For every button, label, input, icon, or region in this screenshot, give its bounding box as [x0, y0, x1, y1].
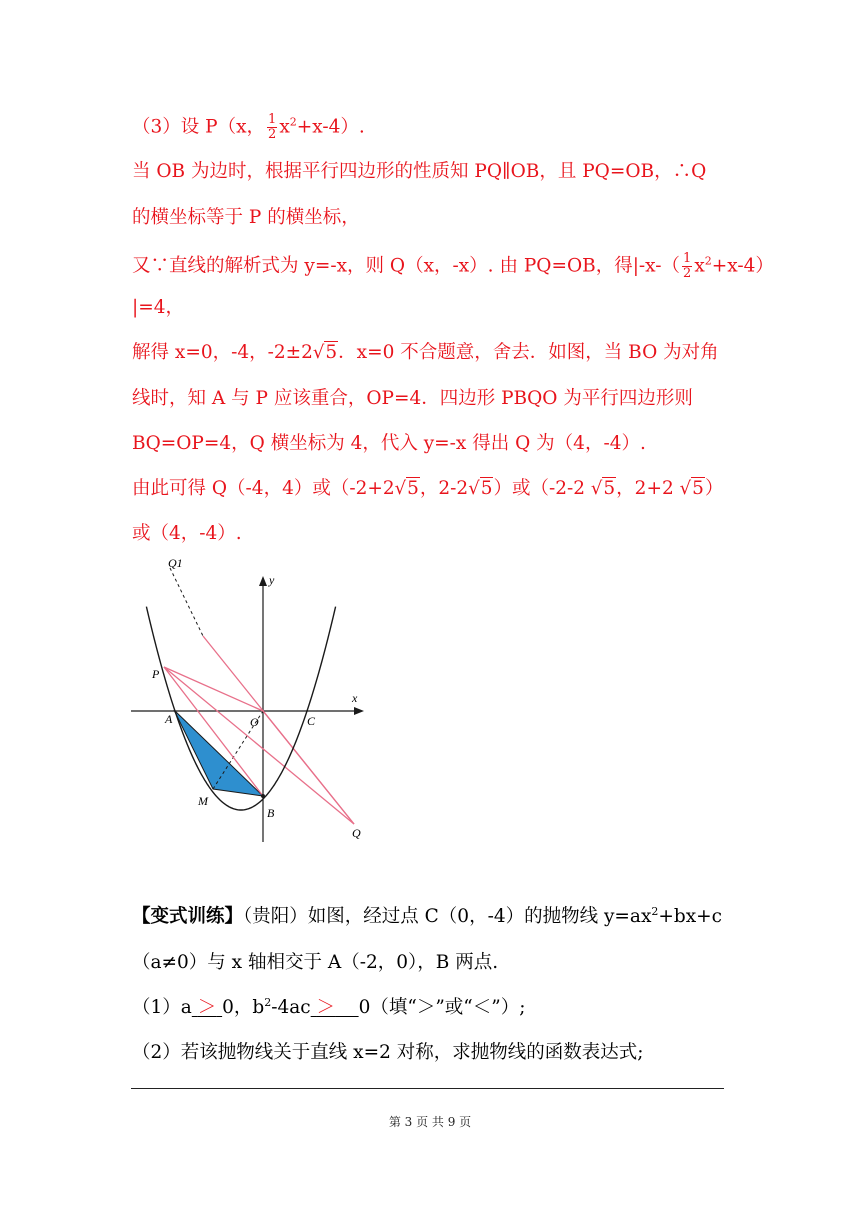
fraction-numerator: 1 — [268, 112, 277, 127]
text: +x-4）. — [296, 116, 365, 138]
fraction-denominator: 2 — [683, 266, 692, 281]
text: （贵阳）如图，经过点 C（0，-4）的抛物线 y=ax — [243, 906, 652, 927]
solution-line-3: 的横坐标等于 P 的横坐标， — [132, 207, 360, 228]
label-p: P — [152, 667, 160, 681]
answer-blank-1 — [192, 997, 222, 1019]
superscript: 2 — [704, 254, 712, 268]
text: -4ac — [271, 997, 311, 1018]
text: ．x=0 不合题意，舍去．如图，当 BO 为对角 — [338, 342, 719, 363]
text: ） — [704, 478, 724, 499]
text: +x-4） — [711, 255, 774, 277]
solution-line-7: 线时，知 A 与 P 应该重合，OP=4．四边形 PBQO 为平行四边形则 — [132, 388, 693, 409]
label-o: O — [250, 715, 259, 729]
radicand: 5 — [692, 478, 704, 499]
solution-line-4 — [132, 252, 774, 281]
text: 又∵直线的解析式为 y=-x，则 Q（x，-x）. 由 PQ=OB，得|-x-（ — [132, 255, 681, 277]
fraction — [682, 252, 692, 281]
square-root: √5 — [679, 478, 704, 499]
exercise-line-2: （a≠0）与 x 轴相交于 A（-2，0），B 两点. — [132, 952, 499, 973]
label-x: x — [352, 691, 358, 705]
text: ，2+2 — [616, 478, 680, 499]
superscript: 2 — [264, 996, 272, 1009]
solution-line-1 — [132, 113, 365, 142]
exercise-line-3 — [132, 997, 525, 1019]
dashed-line-q1 — [170, 568, 203, 636]
parabola-figure — [128, 556, 378, 846]
radicand: 5 — [325, 342, 338, 363]
text: 0（填“＞”或“＜”）; — [358, 997, 526, 1018]
square-root: √5 — [468, 478, 493, 499]
fraction-denominator: 2 — [268, 127, 277, 142]
label-y: y — [269, 573, 275, 587]
radicand: 5 — [407, 478, 419, 499]
text: （1）a — [132, 997, 192, 1018]
text: x — [694, 255, 705, 277]
page-footer: 第 3 页 共 9 页 — [388, 1115, 472, 1129]
superscript: 2 — [289, 115, 297, 129]
label-c: C — [307, 714, 316, 728]
answer-blank-2 — [311, 997, 359, 1019]
text: 解得 x=0，-4，-2±2 — [132, 342, 313, 363]
radicand: 5 — [480, 478, 493, 499]
label-m: M — [198, 794, 208, 808]
solution-line-2: 当 OB 为边时，根据平行四边形的性质知 PQ∥OB，且 PQ=OB，∴Q — [132, 161, 707, 182]
solution-line-10: 或（4，-4）. — [132, 523, 242, 544]
exercise-line-1 — [132, 906, 722, 928]
footer-divider — [131, 1088, 724, 1089]
text: （3）设 P（x， — [132, 116, 266, 138]
label-q: Q — [352, 826, 361, 840]
text: 0，b — [222, 997, 265, 1018]
fraction-numerator: 1 — [683, 251, 692, 266]
answer-2: ＞ — [316, 997, 336, 1018]
solution-line-8: BQ=OP=4，Q 横坐标为 4，代入 y=-x 得出 Q 为（4，-4）. — [132, 433, 646, 454]
x-axis-arrow-icon — [354, 707, 364, 715]
fraction — [267, 113, 277, 142]
solution-line-9 — [132, 478, 723, 500]
square-root: √5 — [394, 478, 419, 499]
text: ，2-2 — [419, 478, 469, 499]
solution-line-5: |=4， — [132, 297, 185, 318]
label-a: A — [165, 712, 173, 726]
y-axis-arrow-icon — [259, 576, 267, 586]
answer-1: ＞ — [197, 997, 217, 1018]
text: x — [279, 116, 290, 138]
text: ）或（-2-2 — [493, 478, 591, 499]
text: 由此可得 Q（-4，4）或（-2+2 — [132, 478, 395, 499]
square-root: √5 — [312, 342, 338, 363]
label-q1: Q1 — [168, 556, 183, 570]
solution-line-6 — [132, 342, 719, 364]
superscript: 2 — [651, 905, 659, 918]
text: +bx+c — [658, 906, 723, 927]
line-po — [164, 667, 263, 711]
point-b-marker — [261, 794, 265, 798]
square-root: √5 — [590, 478, 616, 499]
radicand: 5 — [603, 478, 616, 499]
exercise-line-4: （2）若该抛物线关于直线 x=2 对称，求抛物线的函数表达式; — [132, 1042, 644, 1063]
label-b: B — [267, 806, 275, 820]
exercise-tag: 【变式训练】 — [132, 906, 244, 927]
